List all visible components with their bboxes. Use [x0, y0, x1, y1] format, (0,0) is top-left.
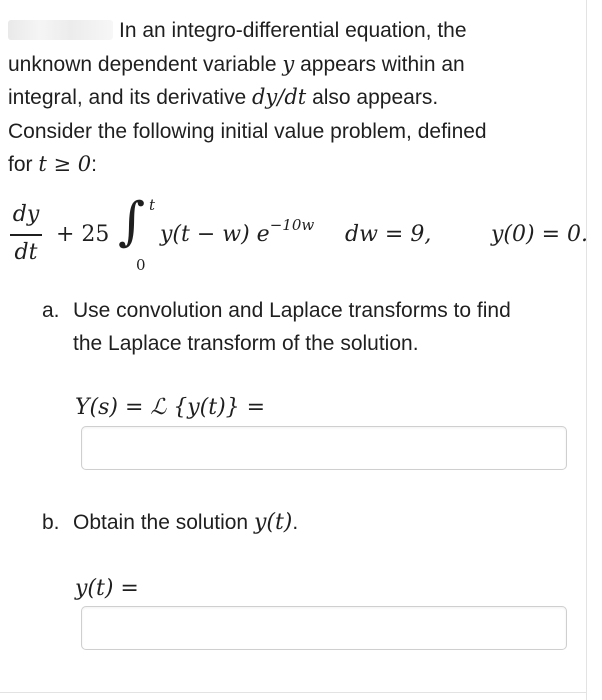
part-b-label: b.: [42, 511, 60, 534]
fraction-bar: [10, 234, 42, 236]
intro-line-1: In an integro-differential equation, the: [8, 14, 578, 48]
fraction-numerator: dy: [12, 202, 40, 227]
condition-t: t ≥ 0: [38, 152, 92, 176]
integral-lower-limit: 0: [136, 256, 146, 274]
integral-sign: ∫: [118, 192, 146, 252]
right-border: [586, 0, 587, 700]
fraction-denominator: dt: [14, 240, 38, 265]
part-b-formula: y(t) =: [75, 576, 139, 601]
problem-intro: [8, 14, 578, 182]
solution-answer-input[interactable]: [81, 606, 567, 650]
part-b-text: Obtain the solution y(t).: [73, 510, 299, 535]
intro-line-3: integral, and its derivative dy/dt also appears.: [8, 85, 439, 109]
part-a-label: a.: [42, 299, 60, 322]
part-a-text-line-2: the Laplace transform of the solution.: [73, 332, 419, 355]
intro-line-4: Consider the following initial value problem, defined: [8, 119, 487, 143]
exponent: −10w: [269, 216, 315, 234]
laplace-answer-input[interactable]: [81, 426, 567, 470]
integral-upper-limit: t: [149, 196, 156, 214]
differential-and-rhs: dw = 9,: [345, 222, 432, 247]
part-a-text-line-1: Use convolution and Laplace transforms to find: [73, 299, 511, 322]
initial-condition: y(0) = 0.: [491, 222, 589, 247]
var-y: y: [282, 51, 295, 76]
intro-line-5: for t ≥ 0:: [8, 152, 97, 176]
part-a-formula: Y(s) = ℒ {y(t)} =: [75, 395, 266, 420]
intro-line-2: unknown dependent variable y appears within an: [8, 51, 465, 76]
derivative-dy-dt: dy/dt: [251, 85, 307, 109]
integrand: y(t − w) $e^{-10w}$: [160, 216, 315, 247]
part-b-var: y(t): [253, 510, 293, 535]
redacted-text: [8, 20, 113, 40]
coefficient: + 25: [56, 222, 110, 247]
integro-differential-equation: [8, 192, 602, 280]
bottom-border: [0, 692, 587, 693]
